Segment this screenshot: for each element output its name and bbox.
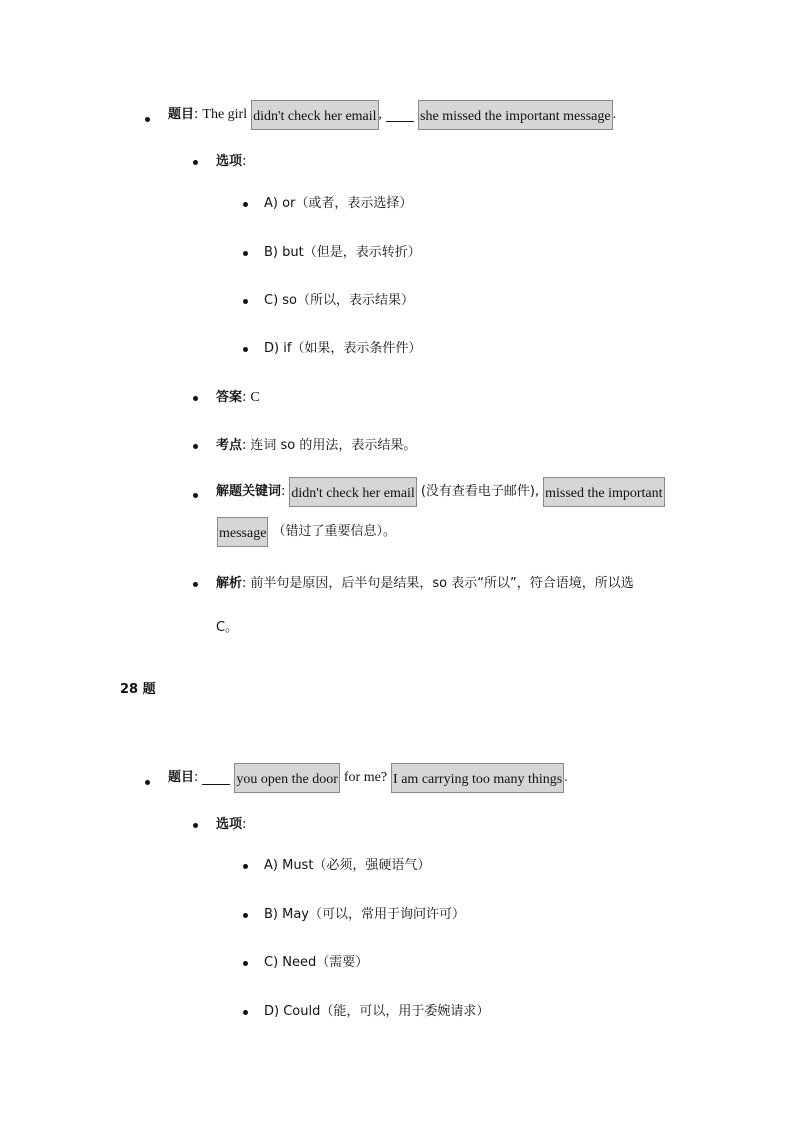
bullet [243, 347, 248, 352]
highlight-box: you open the door [234, 763, 339, 793]
bullet [193, 160, 198, 165]
question-label: 题目 [168, 107, 195, 122]
bullet [193, 823, 198, 828]
option-item: A) Must（必须，强硬语气） [264, 858, 431, 873]
option-item: C) Need（需要） [264, 955, 369, 970]
bullet [145, 117, 150, 122]
highlight-box: she missed the important message [418, 100, 613, 130]
highlight-box: I am carrying too many things [391, 763, 564, 793]
highlight-box: missed the important [543, 477, 664, 507]
bullet [243, 961, 248, 966]
question-heading: 28 题 [120, 682, 156, 697]
options-heading: 选项 : [216, 154, 247, 169]
option-item: D) if（如果，表示条件件） [264, 341, 422, 356]
keywords-line-2: message （错过了重要信息）。 [217, 517, 396, 547]
bullet [193, 582, 198, 587]
analysis-line: 解析 : 前半句是原因，后半句是结果，so 表示“所以”，符合语境，所以选 [216, 574, 634, 594]
bullet [243, 251, 248, 256]
option-item: B) but（但是，表示转折） [264, 245, 421, 260]
analysis-line-2: C。 [216, 620, 239, 635]
bullet [243, 864, 248, 869]
bullet [145, 780, 150, 785]
option-item: C) so（所以，表示结果） [264, 293, 415, 308]
point-text: 连词 so 的用法，表示结果。 [250, 438, 417, 453]
point-line: 考点 : 连词 so 的用法，表示结果。 [216, 436, 416, 456]
question-text: The girl [202, 107, 248, 122]
analysis-text: 前半句是原因，后半句是结果，so 表示“所以”，符合语境，所以选 [250, 576, 634, 591]
answer-line: 答案 : C [216, 388, 260, 408]
highlight-box: didn't check her email [289, 477, 416, 507]
option-item: B) May（可以，常用于询问许可） [264, 907, 465, 922]
bullet [243, 1010, 248, 1015]
highlight-box: didn't check her email [251, 100, 378, 130]
option-item: D) Could（能，可以，用于委婉请求） [264, 1004, 490, 1019]
question-label: 题目 [168, 770, 195, 785]
answer-blank [386, 109, 414, 122]
highlight-box: message [217, 517, 268, 547]
bullet [243, 299, 248, 304]
options-heading: 选项 : [216, 817, 247, 832]
bullet [193, 444, 198, 449]
question-line: 题目 : you open the door for me? I am carrying too many things . [168, 763, 568, 793]
answer-value: C [250, 390, 260, 405]
keywords-line: 解题关键词 : didn't check her email (没有查看电子邮件), missed the important [216, 477, 665, 507]
bullet [243, 913, 248, 918]
bullet [193, 396, 198, 401]
bullet [193, 493, 198, 498]
question-line: 题目 : The girl didn't check her email , she missed the important message . [168, 100, 616, 130]
bullet [243, 202, 248, 207]
option-item: A) or（或者，表示选择） [264, 196, 413, 211]
answer-blank [202, 772, 230, 785]
